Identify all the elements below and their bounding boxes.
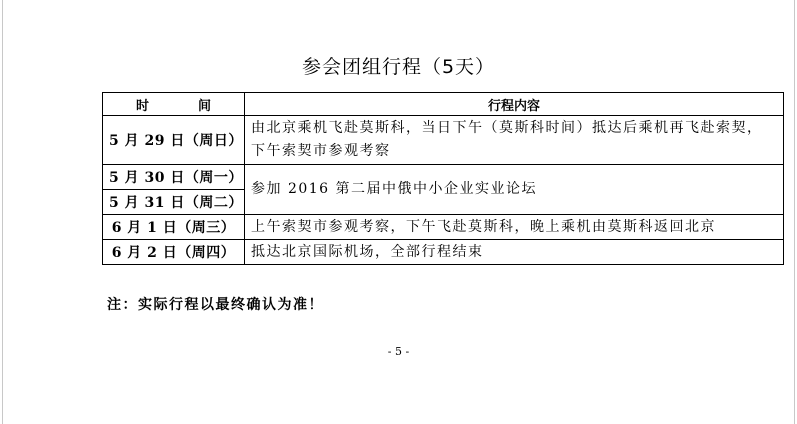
table-header-row: [103, 93, 784, 116]
date-cell: 5 月 29 日（周日）: [103, 116, 245, 165]
itinerary-table: [102, 92, 784, 265]
content-cell: 上午索契市参观考察，下午飞赴莫斯科，晚上乘机由莫斯科返回北京: [245, 215, 784, 240]
content-cell: 由北京乘机飞赴莫斯科，当日下午（莫斯科时间）抵达后乘机再飞赴索契，下午索契市参观考察: [245, 116, 784, 165]
date-cell: 5 月 31 日（周二）: [103, 190, 245, 215]
table-row: [103, 116, 784, 165]
content-cell: 抵达北京国际机场，全部行程结束: [245, 240, 784, 265]
table-row: [103, 215, 784, 240]
date-cell: 5 月 30 日（周一）: [103, 165, 245, 190]
time-column-header: 时 间: [103, 93, 245, 116]
footnote: 注：实际行程以最终确认为准！: [107, 297, 324, 313]
table-row: [103, 165, 784, 190]
page-number: - 5 -: [387, 345, 410, 358]
table-row: [103, 240, 784, 265]
date-cell: 6 月 1 日（周三）: [103, 215, 245, 240]
date-cell: 6 月 2 日（周四）: [103, 240, 245, 265]
content-column-header: 行程内容: [245, 93, 784, 116]
content-cell: 参加 2016 第二届中俄中小企业实业论坛: [245, 165, 784, 215]
page-title: 参会团组行程（5天）: [301, 56, 496, 78]
